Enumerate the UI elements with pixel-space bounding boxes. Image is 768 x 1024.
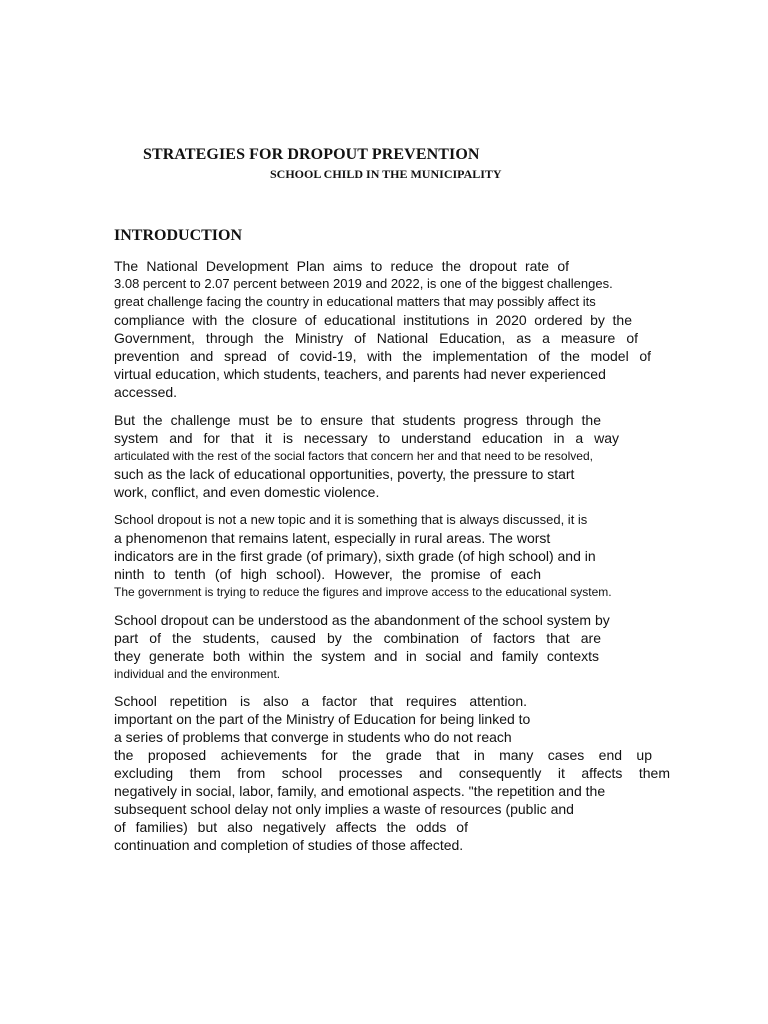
paragraph-line: virtual education, which students, teachers, and parents had never experienced xyxy=(114,366,606,382)
paragraph-line: School repetition is also a factor that requires attention. xyxy=(114,693,527,709)
paragraph-line: of families) but also negatively affects the odds of xyxy=(114,819,468,835)
paragraph-line: individual and the environment. xyxy=(114,667,281,681)
document-title: STRATEGIES FOR DROPOUT PREVENTION xyxy=(143,146,480,163)
paragraph-line: such as the lack of educational opportunities, poverty, the pressure to start xyxy=(114,466,575,482)
paragraph-line: they generate both within the system and in social and family contexts xyxy=(114,648,599,664)
paragraph-line: continuation and completion of studies of those affected. xyxy=(114,837,464,853)
paragraph-line: system and for that it is necessary to understand education in a way xyxy=(114,430,619,446)
paragraph-4 xyxy=(114,611,670,683)
paragraph-line: a phenomenon that remains latent, especially in rural areas. The worst xyxy=(114,530,551,546)
paragraph-line: important on the part of the Ministry of Education for being linked to xyxy=(114,711,531,727)
paragraph-line: But the challenge must be to ensure that students progress through the xyxy=(114,412,601,428)
paragraph-line: the proposed achievements for the grade that in many cases end up xyxy=(114,747,652,763)
paragraph-line: The government is trying to reduce the figures and improve access to the educational system. xyxy=(114,585,612,599)
document-subtitle: SCHOOL CHILD IN THE MUNICIPALITY xyxy=(270,167,502,181)
paragraph-line: work, conflict, and even domestic violence. xyxy=(114,484,380,500)
paragraph-line: Government, through the Ministry of National Education, as a measure of xyxy=(114,330,638,346)
section-heading-introduction: INTRODUCTION xyxy=(114,227,243,244)
paragraph-line: indicators are in the first grade (of primary), sixth grade (of high school) and in xyxy=(114,548,596,564)
paragraph-line: 3.08 percent to 2.07 percent between 2019 and 2022, is one of the biggest challenges. xyxy=(114,276,613,291)
paragraph-5 xyxy=(114,692,670,854)
paragraph-line: School dropout can be understood as the abandonment of the school system by xyxy=(114,612,610,628)
paragraph-line: accessed. xyxy=(114,384,178,400)
paragraph-3 xyxy=(114,511,670,601)
paragraph-2 xyxy=(114,411,670,501)
paragraph-line: School dropout is not a new topic and it is something that is always discussed, it is xyxy=(114,512,588,527)
paragraph-line: articulated with the rest of the social factors that concern her and that need to be resolved, xyxy=(114,449,593,463)
paragraph-line: ninth to tenth (of high school). However, the promise of each xyxy=(114,566,541,582)
paragraph-line: part of the students, caused by the combination of factors that are xyxy=(114,630,601,646)
paragraph-line: negatively in social, labor, family, and emotional aspects. "the repetition and the xyxy=(114,783,606,799)
paragraph-line: subsequent school delay not only implies a waste of resources (public and xyxy=(114,801,574,817)
paragraph-line: great challenge facing the country in educational matters that may possibly affect its xyxy=(114,294,596,309)
paragraph-line: a series of problems that converge in students who do not reach xyxy=(114,729,512,745)
paragraph-1 xyxy=(114,257,670,401)
paragraph-line: The National Development Plan aims to reduce the dropout rate of xyxy=(114,258,569,274)
paragraph-line: prevention and spread of covid-19, with the implementation of the model of xyxy=(114,348,651,364)
paragraph-line: compliance with the closure of educational institutions in 2020 ordered by the xyxy=(114,312,632,328)
paragraph-line: excluding them from school processes and consequently it affects them xyxy=(114,765,670,781)
